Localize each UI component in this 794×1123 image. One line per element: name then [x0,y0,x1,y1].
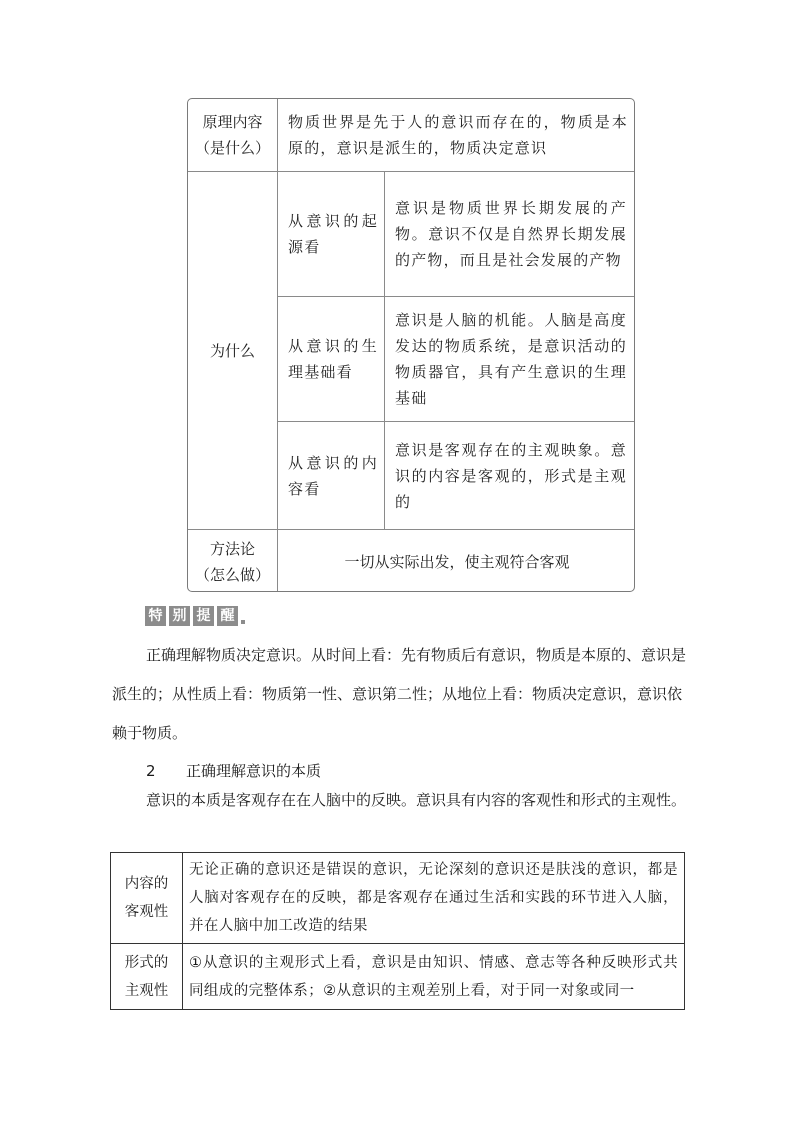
special-note-badge [145,606,245,626]
section-paragraph: 意识的本质是客观存在在人脑中的反映。意识具有内容的客观性和形式的主观性。 [146,791,687,809]
section-heading [146,758,321,784]
principle-content: 物质世界是先于人的意识而存在的，物质是本原的，意识是派生的，物质决定意识 [288,113,628,157]
header-line: 形式的 [124,954,169,971]
row-content: ①从意识的主观形式上看，意识是由知识、情感、意志等各种反映形式共同组成的完整体系；②从意识的主观差别上看，对于同一对象或同一 [183,944,685,1010]
explanation-text: 意识是物质世界长期发展的产物。意识不仅是自然界长期发展的产物，而且是社会发展的产物 [395,199,627,269]
badge-char: 别 [169,606,190,626]
header-line: （是什么） [194,139,270,157]
aspect-text: 从意识的内容看 [288,453,378,498]
explanation-cell [385,297,635,421]
row-header-what [188,99,277,171]
row-content: 无论正确的意识还是错误的意识，无论深刻的意识还是肤浅的意识，都是人脑对客观存在的反映，都是客观存在通过生活和实践的环节进入人脑，并在人脑中加工改造的结果 [183,853,685,944]
header-line: 原理内容 [202,113,263,131]
header-line: 方法论 [209,539,255,558]
aspect-text: 从意识的生理基础看 [288,337,378,381]
consciousness-table [110,852,685,1010]
aspect-cell [278,172,384,296]
note-paragraph: 正确理解物质决定意识。从时间上看：先有物质后有意识，物质是本原的、意识是派生的；从性质上看：物质第一性、意识第二性；从地位上看：物质决定意识，意识依赖于物质。 [112,646,687,742]
row-header-why [188,172,277,529]
table-row [111,853,685,944]
explanation-text: 意识是客观存在的主观映象。意识的内容是客观的，形式是主观的 [395,440,627,511]
badge-char: 醒 [217,606,238,626]
aspect-text: 从意识的起源看 [288,212,378,256]
header-line: （怎么做） [194,565,270,584]
header-label: 为什么 [209,341,255,360]
header-line: 客观性 [124,904,169,920]
aspect-cell [278,422,384,529]
badge-dot [241,620,245,624]
explanation-cell [385,422,635,529]
header-line: 内容的 [124,876,169,892]
row-header-how [188,530,277,592]
principle-table [187,98,635,592]
badge-char: 特 [145,606,166,626]
explanation-cell [385,172,635,296]
section-number: 2 [146,762,156,780]
method-content-cell [278,530,635,592]
explanation-text: 意识是人脑的机能。人脑是高度发达的物质系统，是意识活动的物质器官，具有产生意识的生理基础 [395,311,627,407]
badge-char: 提 [193,606,214,626]
aspect-cell [278,297,384,421]
method-content: 一切从实际出发，使主观符合客观 [344,552,570,571]
header-line: 主观性 [124,982,169,999]
row-header [111,853,183,944]
section-title: 正确理解意识的本质 [186,762,322,780]
principle-content-cell [278,99,635,171]
table-row [111,944,685,1010]
row-header [111,944,183,1010]
